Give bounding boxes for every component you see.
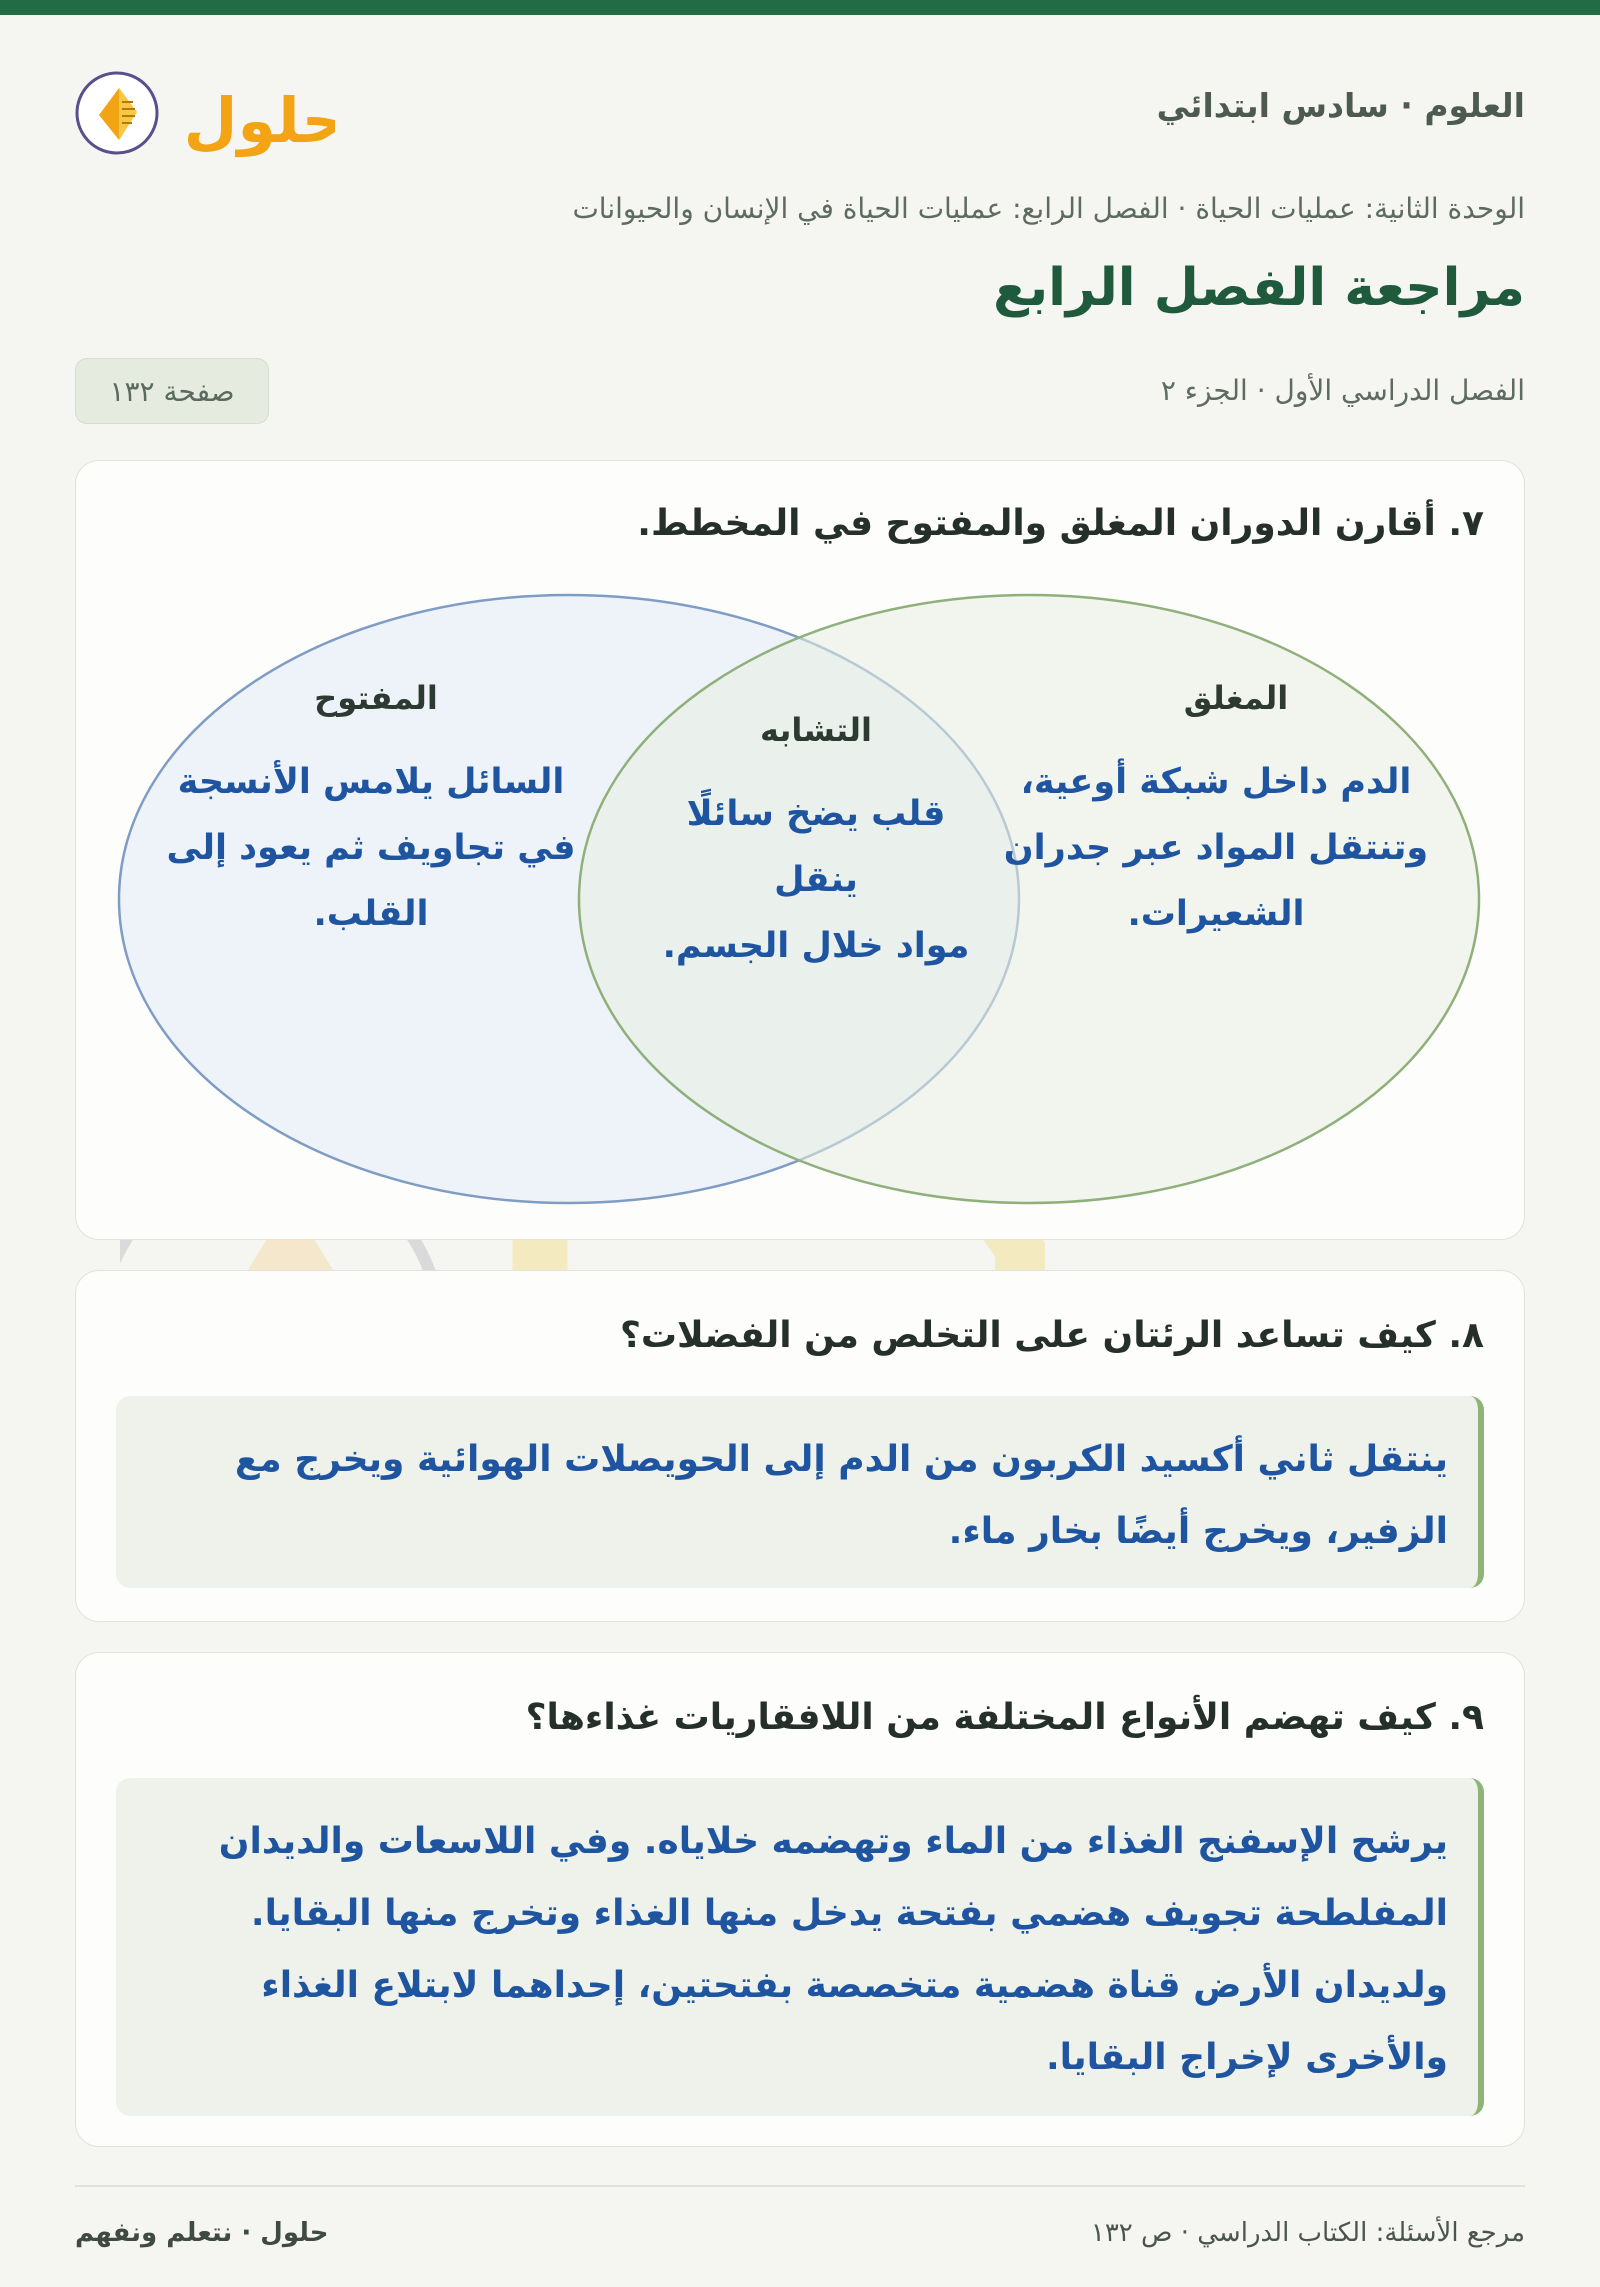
venn-open-label: المفتوح xyxy=(314,679,438,717)
venn-closed-label: المغلق xyxy=(1183,679,1289,717)
footer-divider xyxy=(75,2185,1525,2187)
page-number-badge: صفحة ١٣٢ xyxy=(75,358,269,424)
question-card-8 xyxy=(75,1270,1525,1622)
page-title: مراجعة الفصل الرابع xyxy=(993,258,1525,318)
question-9-title: ٩. كيف تهضم الأنواع المختلفة من اللافقاريات غذاءها؟ xyxy=(525,1697,1484,1738)
question-8-title: ٨. كيف تساعد الرئتان على التخلص من الفضلات؟ xyxy=(620,1315,1484,1356)
term-info: الفصل الدراسي الأول · الجزء ٢ xyxy=(1160,374,1525,407)
footer-reference: مرجع الأسئلة: الكتاب الدراسي · ص ١٣٢ xyxy=(1090,2218,1525,2248)
question-card-7 xyxy=(75,460,1525,1240)
venn-similar-text: قلب يضخ سائلًا ينقل مواد خلال الجسم. xyxy=(662,794,970,966)
question-9-answer: يرشح الإسفنج الغذاء من الماء وتهضمه خلاياه. وفي اللاسعات والديدان المفلطحة تجويف هضمي بفتحة يدخل منها الغذاء وتخرج منها البقايا. ولديدان الأرض قناة هضمية متخصصة بفتحتين، إحداهما لابتلاع الغذاء والأخرى لإخراج البقايا. xyxy=(116,1778,1484,2116)
venn-open-text: السائل يلامس الأنسجة في تجاويف ثم يعود إلى القلب. xyxy=(166,762,576,934)
venn-closed-text: الدم داخل شبكة أوعية، وتنتقل المواد عبر جدران الشعيرات. xyxy=(1003,762,1429,934)
page-header xyxy=(75,60,1525,170)
logo-wordmark: حلول xyxy=(183,84,335,157)
subject-label: العلوم · سادس ابتدائي xyxy=(1156,86,1525,125)
question-card-9 xyxy=(75,1652,1525,2147)
top-accent-bar xyxy=(0,0,1600,15)
question-8-answer: ينتقل ثاني أكسيد الكربون من الدم إلى الحويصلات الهوائية ويخرج مع الزفير، ويخرج أيضًا بخار ماء. xyxy=(116,1396,1484,1588)
footer-tagline: حلول · نتعلم ونفهم xyxy=(75,2218,329,2248)
venn-similar-label: التشابه xyxy=(759,711,873,749)
breadcrumb: الوحدة الثانية: عمليات الحياة · الفصل الرابع: عمليات الحياة في الإنسان والحيوانات xyxy=(572,192,1525,225)
brand-logo[interactable] xyxy=(75,60,335,170)
question-7-title: ٧. أقارن الدوران المغلق والمفتوح في المخطط. xyxy=(637,503,1484,544)
venn-diagram xyxy=(76,461,1526,1241)
